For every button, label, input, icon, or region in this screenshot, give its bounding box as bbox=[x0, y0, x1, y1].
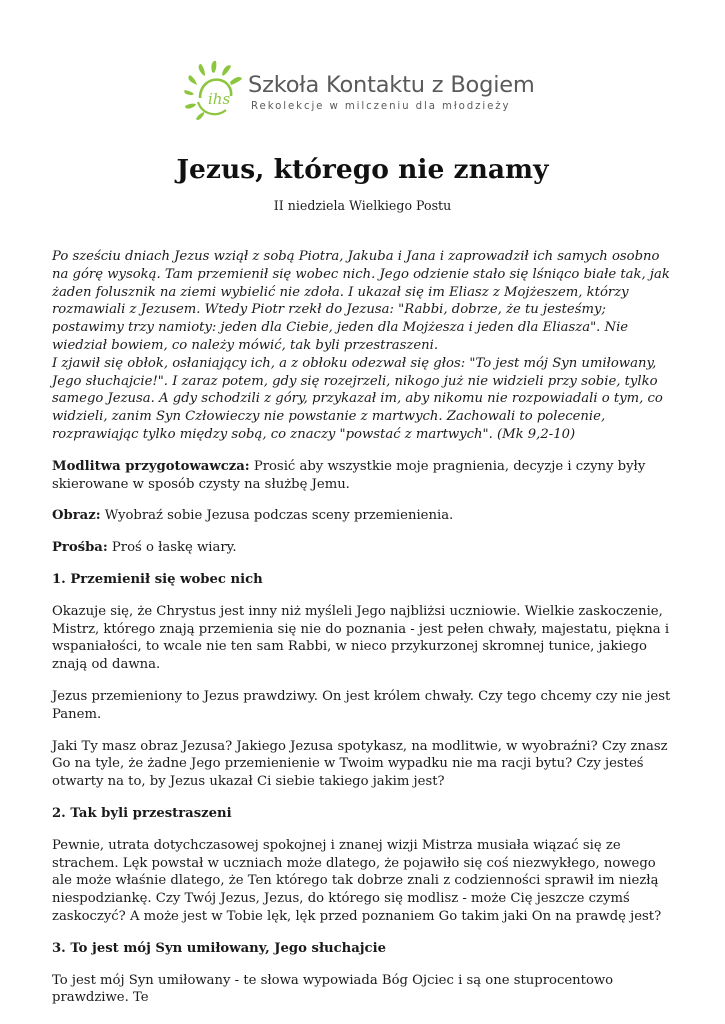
prayer-label: Modlitwa przygotowawcza: bbox=[52, 458, 250, 474]
section-paragraph: Pewnie, utrata dotychczasowej spokojnej i znanej wizji Mistrza musiała wiązać się ze strachem. Lęk powstał w uczniach może dlatego, że pojawiło się coś niezwykłego, nowego ale może właśnie dlatego, że Ten którego tak dobrze znali z codzienności sprawił im niezłą niespodziankę. Czy Twój Jezus, Jezus, do którego się modlisz - może Cię jeszcze czymś zaskoczyć? A może jest w Tobie lęk, lęk przed poznaniem Go takim jaki On na prawdę jest? bbox=[52, 837, 662, 924]
sun-logo-icon bbox=[182, 58, 248, 128]
logo-subtitle: Rekolekcje w milczeniu dla młodzieży bbox=[251, 101, 511, 112]
page-title: Jezus, którego nie znamy bbox=[176, 154, 549, 185]
image-label: Obraz: bbox=[52, 508, 101, 524]
logo-monogram: ihs bbox=[208, 90, 231, 108]
scripture-passage bbox=[52, 248, 674, 444]
image-text: Wyobraź sobie Jezusa podczas sceny przemienienia. bbox=[100, 508, 454, 524]
prayer-text: Prosić aby wszystkie moje pragnienia, decyzje i czyny były skierowane w sposób czysty na służbę Jemu. bbox=[52, 458, 646, 492]
section-heading: 3. To jest mój Syn umiłowany, Jego słuchajcie bbox=[52, 940, 386, 956]
content bbox=[52, 248, 674, 1021]
section-paragraph: Okazuje się, że Chrystus jest inny niż myśleli Jego najbliżsi uczniowie. Wielkie zaskoczenie, Mistrz, którego znają przemienia się nie do poznania - jest pełen chwały, majestatu, piękna i wspaniałości, to wcale nie ten sam Rabbi, w nieco przykurzonej skromnej tunice, jakiego znają od dawna. bbox=[52, 603, 670, 673]
scripture-paragraph: Po sześciu dniach Jezus wziął z sobą Piotra, Jakuba i Jana i zaprowadził ich samych osobno na górę wysoką. Tam przemienił się wobec nich. Jego odzienie stało się lśniąco białe tak, jak żaden folusznik na ziemi wybielić nie zdoła. I ukazał się im Eliasz z Mojżeszem, którzy rozmawiali z Jezusem. Wtedy Piotr rzekł do Jezusa: "Rabbi, dobrze, że tu jesteśmy; postawimy trzy namioty: jeden dla Ciebie, jeden dla Mojżesza i jeden dla Eliasza". Nie wiedział bowiem, co należy mówić, tak byli przestraszeni. bbox=[52, 249, 670, 353]
logo-title: Szkoła Kontaktu z Bogiem bbox=[248, 72, 535, 98]
section-paragraph: To jest mój Syn umiłowany - te słowa wypowiada Bóg Ojciec i są one stuprocentowo prawdziwe. Te bbox=[52, 972, 614, 1006]
image-paragraph bbox=[52, 507, 674, 525]
scripture-paragraph: I zjawił się obłok, osłaniający ich, a z obłoku odezwał się głos: "To jest mój Syn umiłowany, Jego słuchajcie!". I zaraz potem, gdy się rozejrzeli, nikogo już nie widzieli przy sobie, tylko samego Jezusa. A gdy schodzili z góry, przykazał im, aby nikomu nie rozpowiadali o tym, co widzieli, zanim Syn Człowieczy nie powstanie z martwych. Zachowali to polecenie, rozprawiając tylko między sobą, co znaczy "powstać z martwych". (Mk 9,2-10) bbox=[52, 355, 663, 442]
prayer-paragraph bbox=[52, 458, 674, 494]
section-heading: 2. Tak byli przestraszeni bbox=[52, 805, 232, 821]
section-heading: 1. Przemienił się wobec nich bbox=[52, 571, 263, 587]
section-paragraph: Jezus przemieniony to Jezus prawdziwy. On jest królem chwały. Czy tego chcemy czy nie jest Panem. bbox=[52, 688, 671, 722]
request-label: Prośba: bbox=[52, 540, 108, 556]
page-subtitle: II niedziela Wielkiego Postu bbox=[273, 198, 452, 213]
request-text: Proś o łaskę wiary. bbox=[107, 540, 237, 556]
request-paragraph bbox=[52, 539, 674, 557]
logo bbox=[182, 58, 542, 128]
section-paragraph: Jaki Ty masz obraz Jezusa? Jakiego Jezusa spotykasz, na modlitwie, w wyobraźni? Czy znasz Go na tyle, że żadne Jego przemienienie w Twoim wypadku nie ma racji bytu? Czy jesteś otwarty na to, by Jezus ukazał Ci siebie takiego jakim jest? bbox=[52, 738, 668, 790]
